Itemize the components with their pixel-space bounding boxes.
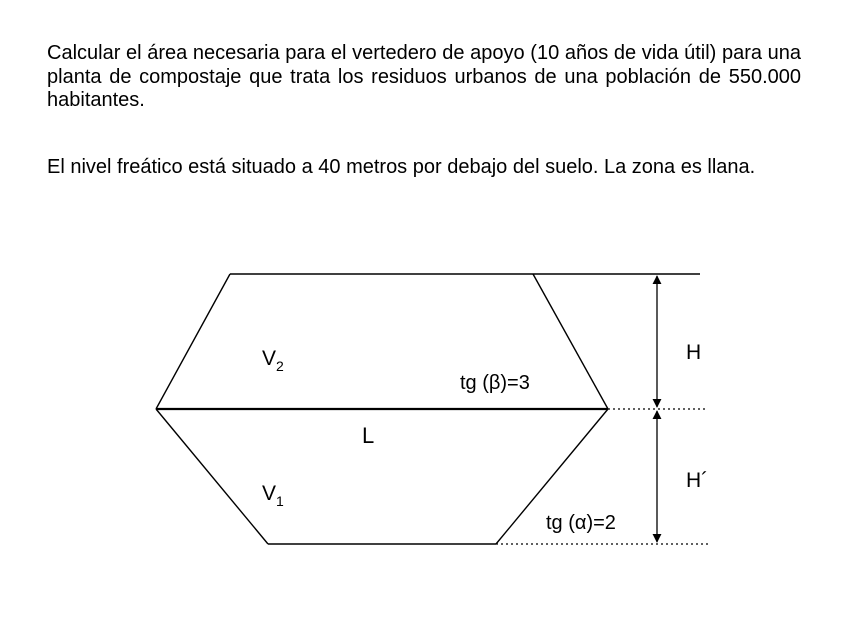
length-l-label: L: [362, 423, 375, 448]
volume-v2-letter: V: [262, 347, 277, 370]
upper-left-slope: [156, 274, 230, 409]
volume-v1-label: [262, 482, 284, 509]
alpha-slope-label: tg (α)=2: [546, 512, 616, 534]
height-h-label: H: [686, 341, 702, 364]
height-h-prime-label: H´: [686, 469, 709, 492]
upper-right-slope: [533, 274, 608, 409]
problem-paragraph-1: Calcular el área necesaria para el vertedero de apoyo (10 años de vida útil) para una planta de compostaje que trata los residuos urbanos de una población de 550.000 habitantes.: [47, 42, 801, 111]
lower-left-slope: [156, 409, 268, 544]
volume-v2-label: [262, 347, 284, 374]
volume-v1-subscript: 1: [276, 493, 284, 509]
volume-v1-letter: V: [262, 482, 277, 505]
volume-v2-subscript: 2: [276, 358, 284, 374]
problem-paragraph-2: El nivel freático está situado a 40 metros por debajo del suelo. La zona es llana.: [47, 156, 756, 178]
beta-slope-label: tg (β)=3: [460, 372, 530, 394]
